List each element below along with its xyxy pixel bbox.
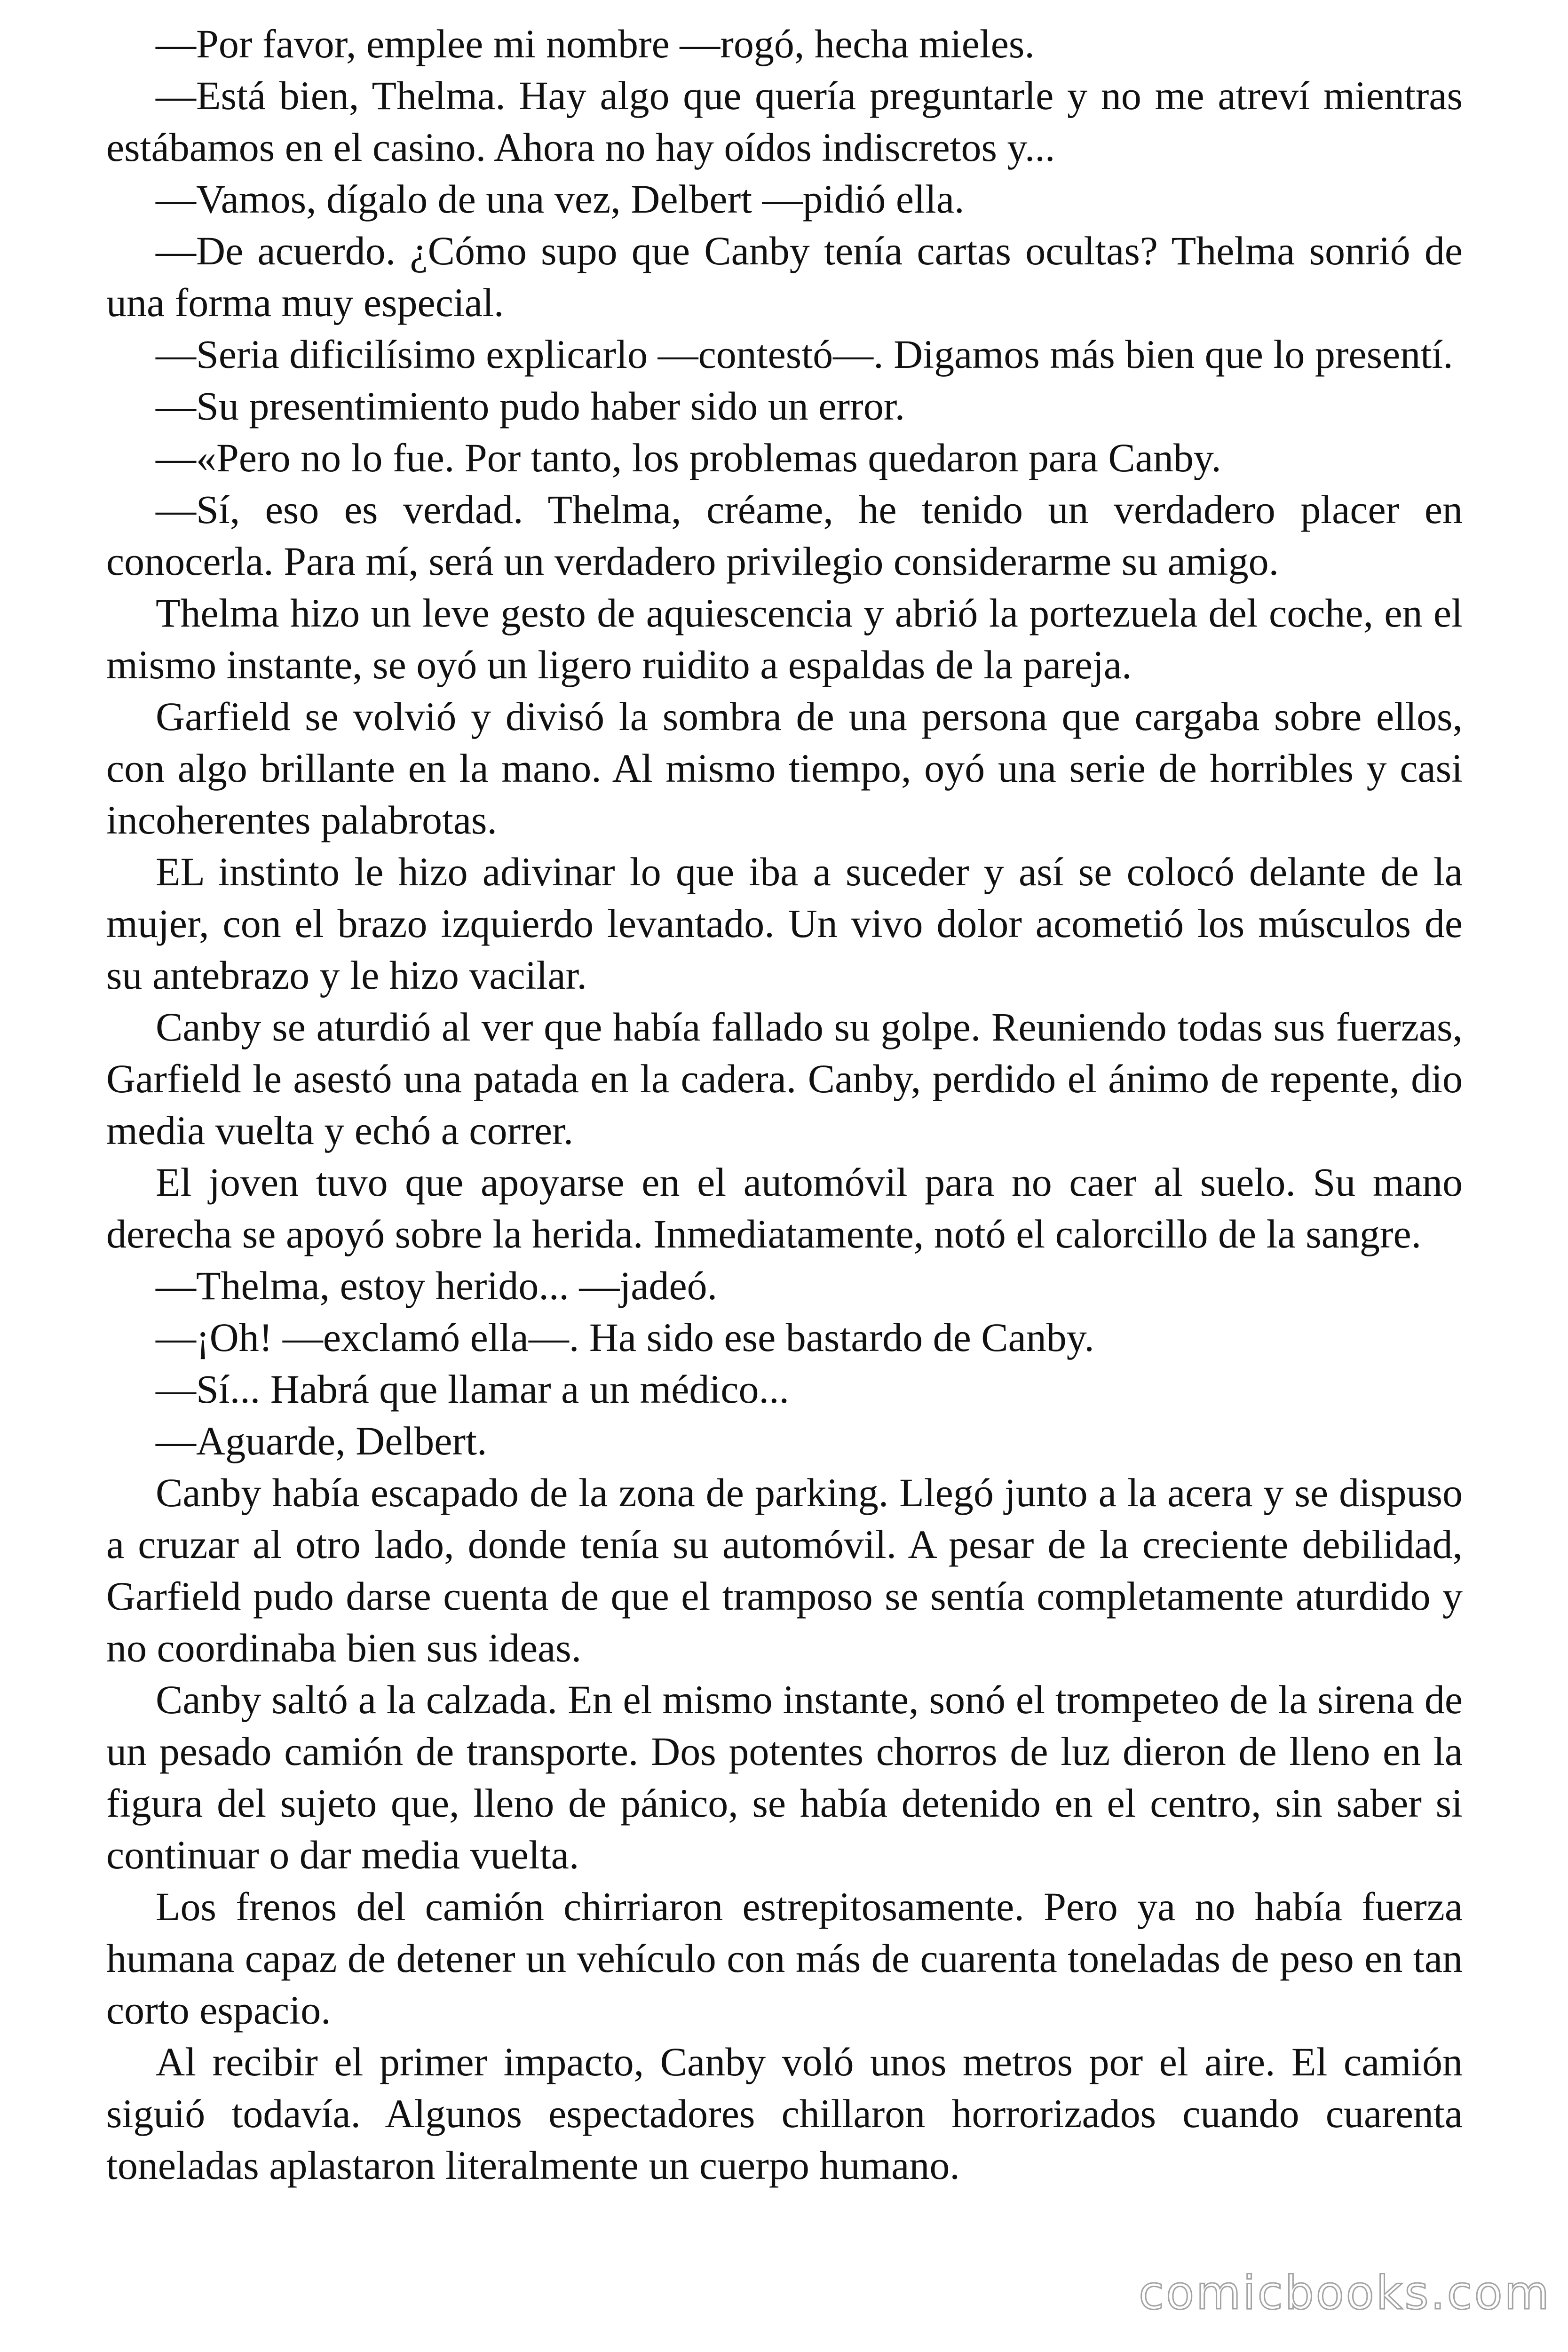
paragraph: —De acuerdo. ¿Cómo supo que Canby tenía cartas ocultas? Thelma sonrió de una forma muy especial.: [106, 228, 1463, 325]
paragraph: —Seria dificilísimo explicarlo —contestó—. Digamos más bien que lo presentí.: [156, 332, 1453, 377]
paragraph: Garfield se volvió y divisó la sombra de una persona que cargaba sobre ellos, con algo brillante en la mano. Al mismo tiempo, oyó una serie de horribles y casi incoherentes palabrotas.: [106, 694, 1463, 842]
paragraph: —Sí... Habrá que llamar a un médico...: [156, 1367, 789, 1412]
paragraph: Canby saltó a la calzada. En el mismo instante, sonó el trompeteo de la sirena de un pesado camión de transporte. Dos potentes chorros de luz dieron de lleno en la figura del sujeto que, lleno de pánico, se había detenido en el centro, sin saber si continuar o dar media vuelta.: [106, 1677, 1463, 1877]
paragraph: El joven tuvo que apoyarse en el automóvil para no caer al suelo. Su mano derecha se apoyó sobre la herida. Inmediatamente, notó el calorcillo de la sangre.: [106, 1160, 1463, 1256]
paragraph: Canby se aturdió al ver que había fallado su golpe. Reuniendo todas sus fuerzas, Garfield le asestó una patada en la cadera. Canby, perdido el ánimo de repente, dio media vuelta y echó a correr.: [106, 1004, 1463, 1153]
paragraph: —Aguarde, Delbert.: [156, 1418, 487, 1463]
paragraph: —¡Oh! —exclamó ella—. Ha sido ese bastardo de Canby.: [156, 1315, 1094, 1360]
paragraph: —Vamos, dígalo de una vez, Delbert —pidió ella.: [156, 176, 965, 222]
paragraph: —«Pero no lo fue. Por tanto, los problemas quedaron para Canby.: [156, 435, 1221, 480]
paragraph: Canby había escapado de la zona de parking. Llegó junto a la acera y se dispuso a cruzar al otro lado, donde tenía su automóvil. A pesar de la creciente debilidad, Garfield pudo darse cuenta de que el tramposo se sentía completamente aturdido y no coordinaba bien sus ideas.: [106, 1470, 1463, 1670]
paragraph: Al recibir el primer impacto, Canby voló unos metros por el aire. El camión siguió todavía. Algunos espectadores chillaron horrorizados cuando cuarenta toneladas aplastaron literalmente un cuerpo humano.: [106, 2039, 1463, 2188]
paragraph: —Thelma, estoy herido... —jadeó.: [156, 1263, 718, 1308]
paragraph: Los frenos del camión chirriaron estrepitosamente. Pero ya no había fuerza humana capaz de detener un vehículo con más de cuarenta toneladas de peso en tan corto espacio.: [106, 1884, 1463, 2033]
paragraph: —Sí, eso es verdad. Thelma, créame, he tenido un verdadero placer en conocerla. Para mí, será un verdadero privilegio considerarme su amigo.: [106, 487, 1463, 584]
paragraph: —Está bien, Thelma. Hay algo que quería preguntarle y no me atreví mientras estábamos en el casino. Ahora no hay oídos indiscretos y...: [106, 73, 1463, 170]
body-text: [106, 18, 1463, 2191]
paragraph: —Por favor, emplee mi nombre —rogó, hecha mieles.: [156, 21, 1035, 66]
watermark-logo: comicbooks.com: [1139, 2266, 1551, 2320]
paragraph: Thelma hizo un leve gesto de aquiescencia y abrió la portezuela del coche, en el mismo instante, se oyó un ligero ruidito a espaldas de la pareja.: [106, 590, 1463, 687]
paragraph: EL instinto le hizo adivinar lo que iba a suceder y así se colocó delante de la mujer, con el brazo izquierdo levantado. Un vivo dolor acometió los músculos de su antebrazo y le hizo vacilar.: [106, 849, 1463, 998]
paragraph: —Su presentimiento pudo haber sido un error.: [156, 383, 905, 429]
